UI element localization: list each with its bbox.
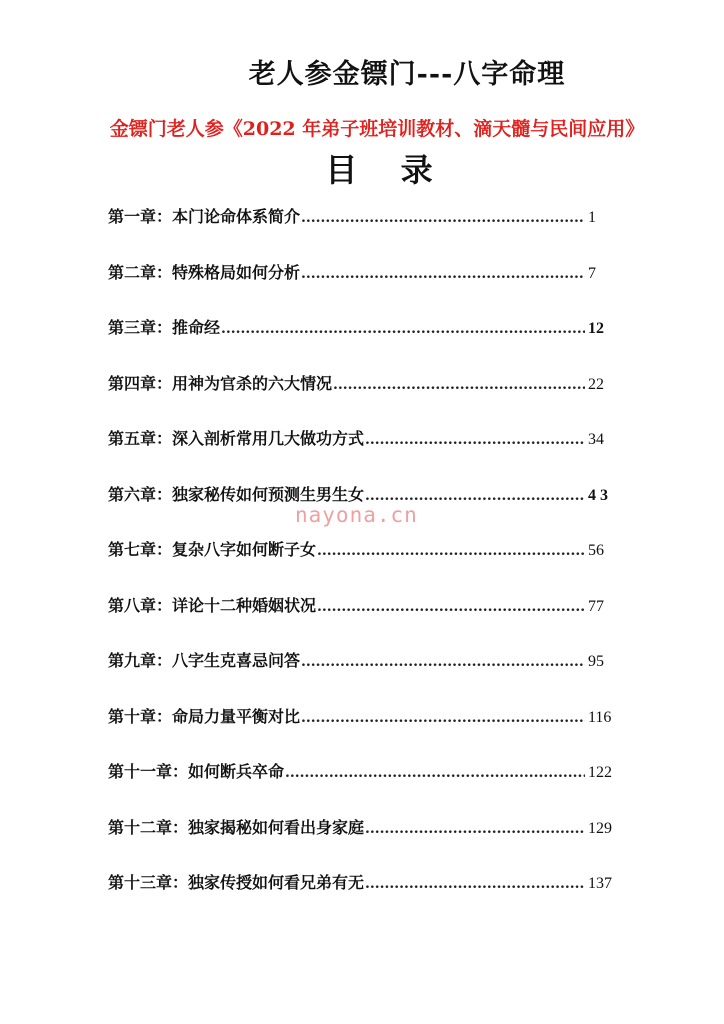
dot-leader [301, 210, 585, 226]
page-number: 95 [588, 653, 604, 670]
page-number: 77 [588, 597, 604, 615]
document-title: 老人参金镖门---八字命理 [248, 59, 566, 90]
chapter-title: 复杂八字如何断子女 [172, 540, 317, 559]
dot-leader [301, 710, 585, 726]
dot-leader [365, 432, 585, 448]
chapter-title: 特殊格局如何分析 [172, 262, 301, 282]
toc-entry [108, 204, 628, 260]
dot-leader [285, 765, 585, 781]
page-number: 7 [588, 264, 596, 282]
chapter-number: 第一章： [108, 207, 173, 226]
table-of-contents [108, 204, 628, 926]
toc-entry [108, 704, 628, 760]
chapter-number: 第八章： [108, 595, 173, 615]
chapter-number: 第七章： [108, 540, 173, 559]
toc-entry [108, 593, 628, 649]
page-number: 4 3 [588, 486, 608, 504]
toc-entry [108, 315, 628, 371]
chapter-title: 命局力量平衡对比 [172, 706, 301, 726]
toc-entry [108, 260, 628, 316]
page-number: 137 [588, 875, 612, 892]
page-number: 122 [588, 764, 612, 781]
dot-leader [365, 876, 585, 892]
page-number: 1 [588, 209, 596, 226]
chapter-number: 第六章： [108, 484, 173, 504]
toc-entry [108, 426, 628, 482]
dot-leader [317, 543, 585, 559]
chapter-title: 本门论命体系简介 [172, 207, 301, 226]
page-number: 129 [588, 819, 612, 837]
chapter-number: 第二章： [108, 262, 173, 282]
dot-leader [317, 599, 585, 615]
page-number: 22 [588, 375, 604, 393]
toc-entry [108, 371, 628, 427]
chapter-number: 第十三章： [108, 873, 189, 892]
page-number: 12 [588, 320, 604, 337]
toc-entry [108, 815, 628, 871]
toc-entry [108, 537, 628, 593]
chapter-number: 第十章： [108, 706, 173, 726]
chapter-number: 第三章： [108, 318, 173, 337]
dot-leader [333, 377, 585, 393]
page-number: 34 [588, 431, 604, 448]
chapter-title: 用神为官杀的六大情况 [172, 373, 333, 393]
dot-leader [301, 266, 585, 282]
toc-entry [108, 648, 628, 704]
chapter-title: 独家秘传如何预测生男生女 [172, 484, 365, 504]
chapter-number: 第四章： [108, 373, 173, 393]
dot-leader [365, 821, 585, 837]
dot-leader [221, 321, 585, 337]
toc-entry [108, 759, 628, 815]
toc-entry [108, 870, 628, 926]
chapter-title: 如何断兵卒命 [188, 762, 285, 781]
dot-leader [301, 654, 585, 670]
chapter-title: 详论十二种婚姻状况 [172, 595, 317, 615]
chapter-number: 第十二章： [108, 817, 189, 837]
toc-heading: 目 录 [325, 151, 449, 189]
chapter-number: 第五章： [108, 429, 173, 448]
chapter-title: 独家传授如何看兄弟有无 [188, 873, 365, 892]
page-number: 116 [588, 708, 612, 726]
chapter-title: 独家揭秘如何看出身家庭 [188, 817, 365, 837]
page-number: 56 [588, 542, 604, 559]
chapter-number: 第九章： [108, 651, 173, 670]
document-subtitle: 金镖门老人参《2022 年弟子班培训教材、滴天髓与民间应用》 [109, 118, 645, 140]
chapter-title: 八字生克喜忌问答 [172, 651, 301, 670]
dot-leader [365, 488, 585, 504]
chapter-title: 推命经 [172, 318, 221, 337]
chapter-title: 深入剖析常用几大做功方式 [172, 429, 365, 448]
watermark: nayona.cn [295, 503, 418, 527]
chapter-number: 第十一章： [108, 762, 189, 781]
